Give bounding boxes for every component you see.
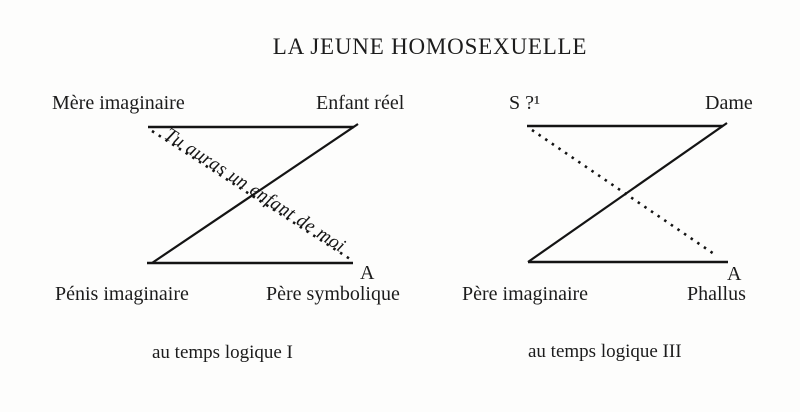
label-big-other-right: A <box>727 263 742 285</box>
label-penis-imaginaire: Pénis imaginaire <box>55 283 189 305</box>
schema-right <box>527 123 728 262</box>
label-dame: Dame <box>705 92 753 114</box>
diagonal-phrase: Tu auras un enfant de moi <box>160 124 350 257</box>
caption-temps-logique-3: au temps logique III <box>528 341 682 362</box>
caption-temps-logique-1: au temps logique I <box>152 342 293 363</box>
label-pere-imaginaire: Père imaginaire <box>462 283 589 305</box>
label-s-question: S ?¹ <box>509 92 540 114</box>
schema-right-solid-diagonal <box>528 123 727 262</box>
label-enfant-reel: Enfant réel <box>316 92 405 114</box>
page-title: LA JEUNE HOMOSEXUELLE <box>272 34 588 59</box>
label-mere-imaginaire: Mère imaginaire <box>52 92 185 114</box>
label-phallus: Phallus <box>687 283 746 305</box>
label-pere-symbolique: Père symbolique <box>266 283 400 305</box>
label-big-other-left: A <box>360 262 375 284</box>
